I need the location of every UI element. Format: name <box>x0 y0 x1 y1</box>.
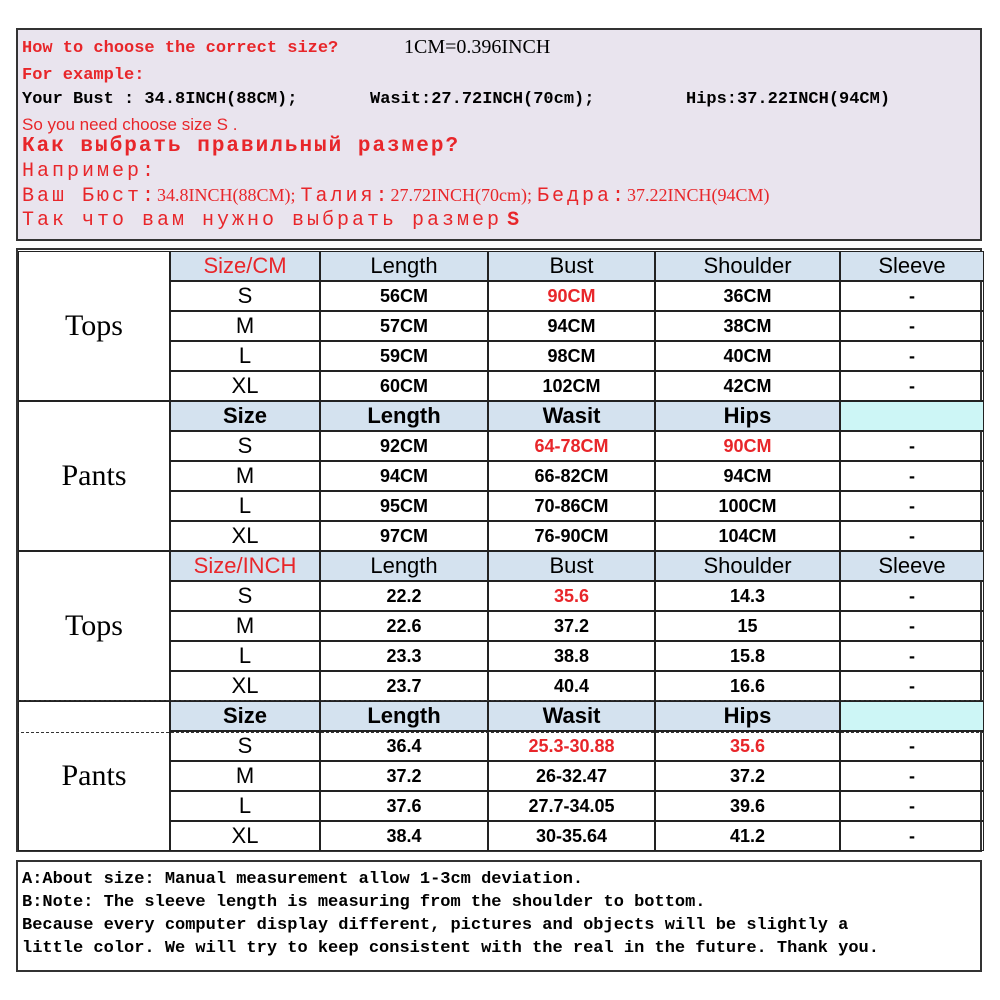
note-color-line-1: Because every computer display different, pictures and objects will be slightly a <box>22 916 849 935</box>
column-header: Length <box>320 701 488 731</box>
measurement-cell: 57CM <box>320 311 488 341</box>
measurement-cell: 36CM <box>655 281 840 311</box>
ru-bust-label: Ваш Бюст: <box>22 185 158 208</box>
measurement-cell: - <box>840 281 984 311</box>
measurement-cell: 90CM <box>655 431 840 461</box>
ru-conclusion-size: S <box>507 209 520 232</box>
size-guide-instructions <box>16 28 982 241</box>
column-header <box>840 401 984 431</box>
measurement-cell: 23.3 <box>320 641 488 671</box>
measurement-cell: 37.2 <box>488 611 655 641</box>
size-notes <box>16 860 982 972</box>
measurement-cell: 36.4 <box>320 731 488 761</box>
size-label: S <box>170 431 320 461</box>
measurement-cell: 40.4 <box>488 671 655 701</box>
measurement-cell: 41.2 <box>655 821 840 851</box>
size-label: XL <box>170 671 320 701</box>
size-label: L <box>170 491 320 521</box>
measurement-cell: 16.6 <box>655 671 840 701</box>
measurement-cell: - <box>840 341 984 371</box>
measurement-cell: 37.2 <box>320 761 488 791</box>
measurement-cell: 26-32.47 <box>488 761 655 791</box>
measurement-cell: 40CM <box>655 341 840 371</box>
measurement-cell: 25.3-30.88 <box>488 731 655 761</box>
size-label: L <box>170 641 320 671</box>
measurement-cell: - <box>840 641 984 671</box>
ru-hips-value: 37.22INCH(94CM) <box>627 185 770 205</box>
measurement-cell: 38.4 <box>320 821 488 851</box>
size-label: M <box>170 761 320 791</box>
ru-waist-label: Талия: <box>300 185 391 208</box>
cm-inch-conversion: 1CM=0.396INCH <box>404 36 551 58</box>
measurement-cell: 90CM <box>488 281 655 311</box>
measurement-cell: 27.7-34.05 <box>488 791 655 821</box>
measurement-cell: - <box>840 791 984 821</box>
measurement-cell: 15.8 <box>655 641 840 671</box>
measurement-cell: 35.6 <box>655 731 840 761</box>
measurement-cell: 37.6 <box>320 791 488 821</box>
note-deviation: A:About size: Manual measurement allow 1-3cm deviation. <box>22 870 584 889</box>
measurement-cell: 94CM <box>488 311 655 341</box>
measurement-cell: 23.7 <box>320 671 488 701</box>
size-label: S <box>170 581 320 611</box>
column-header: Wasit <box>488 401 655 431</box>
divider-line <box>16 732 984 733</box>
measurement-cell: - <box>840 671 984 701</box>
measurement-cell: 35.6 <box>488 581 655 611</box>
divider-line <box>16 700 984 701</box>
measurement-cell: 104CM <box>655 521 840 551</box>
how-to-choose-question: How to choose the correct size? <box>22 39 339 58</box>
column-header: Sleeve <box>840 251 984 281</box>
column-header: Hips <box>655 701 840 731</box>
size-label: L <box>170 341 320 371</box>
column-header: Length <box>320 551 488 581</box>
column-header: Bust <box>488 551 655 581</box>
note-color-line-2: little color. We will try to keep consistent with the real in the future. Thank you. <box>22 939 879 958</box>
example-label: For example: <box>22 66 145 85</box>
example-waist: Wasit:27.72INCH(70cm); <box>370 90 595 109</box>
measurement-cell: 42CM <box>655 371 840 401</box>
ru-example-measurements <box>22 184 770 208</box>
ru-hips-label: Бедра: <box>537 185 628 208</box>
measurement-cell: 76-90CM <box>488 521 655 551</box>
measurement-cell: - <box>840 491 984 521</box>
measurement-cell: 94CM <box>655 461 840 491</box>
group-label-pants: Pants <box>18 701 170 851</box>
column-header: Size <box>170 401 320 431</box>
column-header: Size/INCH <box>170 551 320 581</box>
example-hips: Hips:37.22INCH(94CM) <box>686 90 891 109</box>
measurement-cell: 22.6 <box>320 611 488 641</box>
measurement-cell: - <box>840 581 984 611</box>
measurement-cell: 60CM <box>320 371 488 401</box>
measurement-cell: 38CM <box>655 311 840 341</box>
measurement-cell: 30-35.64 <box>488 821 655 851</box>
measurement-cell: 37.2 <box>655 761 840 791</box>
column-header: Hips <box>655 401 840 431</box>
measurement-cell: 59CM <box>320 341 488 371</box>
group-label-tops: Tops <box>18 251 170 401</box>
measurement-cell: 64-78CM <box>488 431 655 461</box>
column-header: Shoulder <box>655 251 840 281</box>
measurement-cell: 15 <box>655 611 840 641</box>
example-bust: Your Bust : 34.8INCH(88CM); <box>22 90 298 109</box>
size-label: XL <box>170 821 320 851</box>
ru-bust-value: 34.8INCH(88CM); <box>157 185 296 205</box>
measurement-cell: 92CM <box>320 431 488 461</box>
measurement-cell: 38.8 <box>488 641 655 671</box>
size-label: L <box>170 791 320 821</box>
ru-waist-value: 27.72INCH(70cm); <box>390 185 533 205</box>
measurement-cell: 14.3 <box>655 581 840 611</box>
measurement-cell: - <box>840 761 984 791</box>
group-label-pants: Pants <box>18 401 170 551</box>
column-header: Size/CM <box>170 251 320 281</box>
size-label: S <box>170 281 320 311</box>
note-sleeve: B:Note: The sleeve length is measuring from the shoulder to bottom. <box>22 893 706 912</box>
size-label: S <box>170 731 320 761</box>
ru-how-to-choose: Как выбрать правильный размер? <box>22 135 461 158</box>
size-label: M <box>170 461 320 491</box>
measurement-cell: - <box>840 311 984 341</box>
ru-conclusion-text: Так что вам нужно выбрать размер <box>22 209 503 232</box>
column-header: Size <box>170 701 320 731</box>
measurement-cell: - <box>840 371 984 401</box>
column-header: Wasit <box>488 701 655 731</box>
measurement-cell: 102CM <box>488 371 655 401</box>
column-header: Bust <box>488 251 655 281</box>
measurement-cell: 22.2 <box>320 581 488 611</box>
measurement-cell: 66-82CM <box>488 461 655 491</box>
measurement-cell: - <box>840 611 984 641</box>
measurement-cell: - <box>840 821 984 851</box>
column-header: Sleeve <box>840 551 984 581</box>
measurement-cell: 95CM <box>320 491 488 521</box>
measurement-cell: 56CM <box>320 281 488 311</box>
group-label-tops: Tops <box>18 551 170 701</box>
measurement-cell: - <box>840 521 984 551</box>
measurement-cell: 39.6 <box>655 791 840 821</box>
measurement-cell: 98CM <box>488 341 655 371</box>
measurement-cell: 94CM <box>320 461 488 491</box>
measurement-cell: - <box>840 731 984 761</box>
size-label: XL <box>170 521 320 551</box>
size-label: M <box>170 311 320 341</box>
measurement-cell: - <box>840 431 984 461</box>
measurement-cell: 100CM <box>655 491 840 521</box>
measurement-cell: - <box>840 461 984 491</box>
column-header <box>840 701 984 731</box>
measurement-cell: 70-86CM <box>488 491 655 521</box>
ru-conclusion <box>22 208 519 232</box>
column-header: Length <box>320 251 488 281</box>
measurement-cell: 97CM <box>320 521 488 551</box>
size-label: XL <box>170 371 320 401</box>
ru-example-label: Например: <box>22 160 158 183</box>
example-conclusion: So you need choose size S . <box>22 115 238 134</box>
size-label: M <box>170 611 320 641</box>
column-header: Shoulder <box>655 551 840 581</box>
column-header: Length <box>320 401 488 431</box>
